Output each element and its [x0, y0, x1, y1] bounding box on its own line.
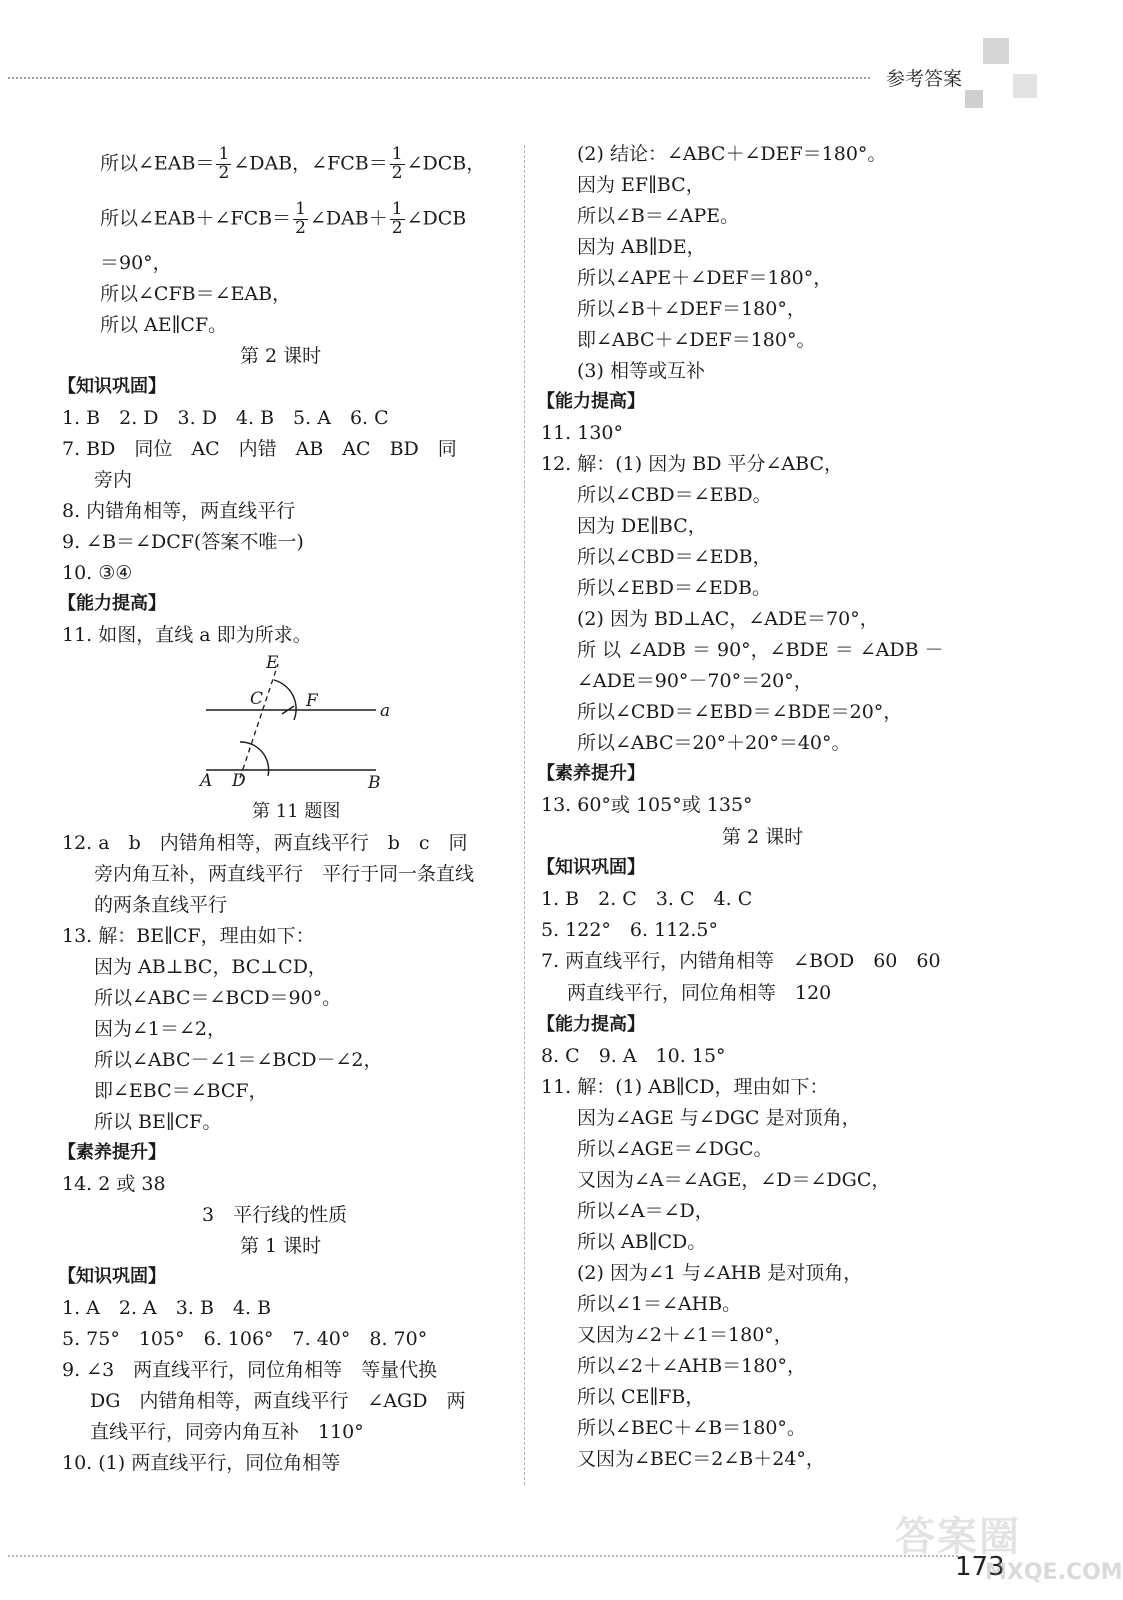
- label-A: A: [200, 771, 213, 791]
- page-number: 173: [955, 1552, 1005, 1582]
- answer-line: (2) 因为∠1 与∠AHB 是对顶角，: [577, 1262, 863, 1284]
- left-line: 所以 AE∥CF。: [100, 314, 228, 336]
- answer-line: 旁内: [94, 469, 133, 491]
- answer-line: 因为∠1＝∠2，: [94, 1018, 227, 1040]
- header-decoration: [1013, 74, 1037, 98]
- answer-line: 11. 解：(1) AB∥CD，理由如下：: [541, 1076, 829, 1098]
- section-heading: 【知识巩固】: [58, 1266, 166, 1287]
- answer-line: 所以 BE∥CF。: [94, 1111, 222, 1133]
- lesson-title: 第 2 课时: [240, 345, 322, 367]
- answer-line: 因为 EF∥BC，: [577, 174, 705, 196]
- left-line: ＝90°，: [100, 252, 172, 274]
- left-line: 所以∠CFB＝∠EAB，: [100, 283, 292, 305]
- answer-line: 即∠ABC＋∠DEF＝180°。: [577, 329, 816, 351]
- label-F: F: [306, 691, 318, 711]
- section-heading: 【素养提升】: [537, 763, 645, 784]
- answer-line: 直线平行，同旁内角互补 110°: [90, 1421, 364, 1443]
- answer-line: 12. a b 内错角相等，两直线平行 b c 同: [62, 832, 468, 854]
- lesson-title: 第 1 课时: [240, 1235, 322, 1257]
- answer-line: 两直线平行，同位角相等 120: [567, 982, 832, 1004]
- section-heading: 【知识巩固】: [537, 857, 645, 878]
- fraction: $\frac{1}{2}$: [295, 199, 306, 238]
- answer-line: 1. B 2. D 3. D 4. B 5. A 6. C: [62, 407, 389, 429]
- footer-rule: [8, 1555, 958, 1557]
- answer-line: (2) 因为 BD⊥AC，∠ADE＝70°，: [577, 608, 879, 630]
- answer-line: (2) 结论：∠ABC＋∠DEF＝180°。: [577, 143, 887, 165]
- answer-line: DG 内错角相等，两直线平行 ∠AGD 两: [90, 1390, 466, 1412]
- answer-line: 又因为∠BEC＝2∠B＋24°，: [577, 1448, 825, 1470]
- label-B: B: [368, 773, 381, 793]
- section-heading: 【能力提高】: [537, 1014, 645, 1035]
- answer-line: 所以∠APE＋∠DEF＝180°，: [577, 267, 833, 289]
- answer-line: 即∠EBC＝∠BCF，: [94, 1080, 268, 1102]
- watermark-url: MXQE.COM: [985, 1560, 1123, 1585]
- header-decoration: [983, 38, 1009, 64]
- answer-line: 12. 解：(1) 因为 BD 平分∠ABC，: [541, 453, 843, 475]
- answer-line: 5. 75° 105° 6. 106° 7. 40° 8. 70°: [62, 1328, 428, 1350]
- left-line: 所以∠EAB＝ $\frac{1}{2}$ ∠DAB，∠FCB＝ $\frac{1}{2}$ ∠DCB，: [100, 144, 486, 183]
- section-heading: 【能力提高】: [58, 593, 166, 614]
- header-decoration: [965, 90, 983, 108]
- answer-line: 所以∠CBD＝∠EBD。: [577, 484, 772, 506]
- answer-line: 所以∠ABC－∠1＝∠BCD－∠2，: [94, 1049, 383, 1071]
- answer-line: 所以∠CBD＝∠EDB，: [577, 546, 772, 568]
- answer-line: 11. 130°: [541, 422, 624, 444]
- answer-line: 所 以 ∠ADB ＝ 90°，∠BDE ＝ ∠ADB －: [577, 639, 944, 661]
- answer-line: 9. ∠3 两直线平行，同位角相等 等量代换: [62, 1359, 438, 1381]
- column-divider: [524, 145, 525, 1485]
- answer-line: 又因为∠2＋∠1＝180°，: [577, 1324, 793, 1346]
- answer-line: 9. ∠B＝∠DCF(答案不唯一): [62, 531, 304, 553]
- label-C: C: [250, 689, 264, 709]
- answer-line: 所以∠CBD＝∠EBD＝∠BDE＝20°，: [577, 701, 903, 723]
- answer-line: 所以∠A＝∠D，: [577, 1200, 714, 1222]
- answer-line: 因为 AB⊥BC，BC⊥CD，: [94, 956, 327, 978]
- section-heading: 【素养提升】: [58, 1142, 166, 1163]
- section-heading: 【能力提高】: [537, 391, 645, 412]
- answer-line: 所以∠EBD＝∠EDB。: [577, 577, 771, 599]
- section-heading: 【知识巩固】: [58, 376, 166, 397]
- geometry-figure: [190, 650, 420, 795]
- header-rule: [8, 77, 870, 79]
- answer-line: 所以∠B＝∠APE。: [577, 205, 740, 227]
- lesson-title: 第 2 课时: [722, 826, 804, 848]
- answer-line: 7. 两直线平行，内错角相等 ∠BOD 60 60: [541, 950, 941, 972]
- left-line: 所以∠EAB＋∠FCB＝ $\frac{1}{2}$ ∠DAB＋ $\frac{1}{2}$ ∠DCB: [100, 199, 467, 238]
- answer-line: 14. 2 或 38: [62, 1173, 166, 1195]
- answer-line: 因为 DE∥BC，: [577, 515, 707, 537]
- answer-line: 10. ③④: [62, 562, 133, 584]
- answer-line: 11. 如图，直线 a 即为所求。: [62, 624, 312, 646]
- label-E: E: [266, 653, 279, 673]
- fraction: $\frac{1}{2}$: [391, 199, 403, 238]
- figure-caption: 第 11 题图: [252, 801, 341, 822]
- answer-line: 所以∠B＋∠DEF＝180°，: [577, 298, 806, 320]
- answer-line: 13. 60°或 105°或 135°: [541, 794, 753, 816]
- answer-line: 所以 AB∥CD。: [577, 1231, 707, 1253]
- answer-line: 所以∠2＋∠AHB＝180°，: [577, 1355, 806, 1377]
- answer-line: 因为 AB∥DE，: [577, 236, 706, 258]
- answer-line: 1. A 2. A 3. B 4. B: [62, 1297, 272, 1319]
- answer-line: 的两条直线平行: [94, 894, 228, 916]
- answer-line: 13. 解：BE∥CF，理由如下：: [62, 925, 315, 947]
- watermark: 答案圈: [895, 1514, 1021, 1560]
- answer-line: 所以∠ABC＝∠BCD＝90°。: [94, 987, 342, 1009]
- answer-line: 8. 内错角相等，两直线平行: [62, 500, 296, 522]
- label-D: D: [232, 771, 246, 791]
- fraction: $\frac{1}{2}$: [391, 144, 403, 183]
- fraction: $\frac{1}{2}$: [218, 144, 230, 183]
- answer-line: ∠ADE＝90°－70°＝20°，: [577, 670, 813, 692]
- answer-line: 所以 CE∥FB，: [577, 1386, 705, 1408]
- answer-line: 旁内角互补，两直线平行 平行于同一条直线: [94, 863, 475, 885]
- answer-line: 1. B 2. C 3. C 4. C: [541, 888, 753, 910]
- answer-line: 所以∠1＝∠AHB。: [577, 1293, 742, 1315]
- answer-line: 7. BD 同位 AC 内错 AB AC BD 同: [62, 438, 457, 460]
- answer-line: 因为∠AGE 与∠DGC 是对顶角，: [577, 1107, 861, 1129]
- answer-line: 又因为∠A＝∠AGE，∠D＝∠DGC，: [577, 1169, 891, 1191]
- answer-line: (3) 相等或互补: [577, 360, 705, 382]
- section-title: 3 平行线的性质: [202, 1204, 348, 1226]
- answer-line: 所以∠AGE＝∠DGC。: [577, 1138, 773, 1160]
- answer-line: 10. (1) 两直线平行，同位角相等: [62, 1452, 341, 1474]
- answer-line: 5. 122° 6. 112.5°: [541, 919, 718, 941]
- header-title: 参考答案: [886, 68, 963, 90]
- label-a: a: [380, 701, 391, 721]
- answer-line: 所以∠ABC＝20°＋20°＝40°。: [577, 732, 851, 754]
- answer-line: 所以∠BEC＋∠B＝180°。: [577, 1417, 806, 1439]
- answer-line: 8. C 9. A 10. 15°: [541, 1045, 726, 1067]
